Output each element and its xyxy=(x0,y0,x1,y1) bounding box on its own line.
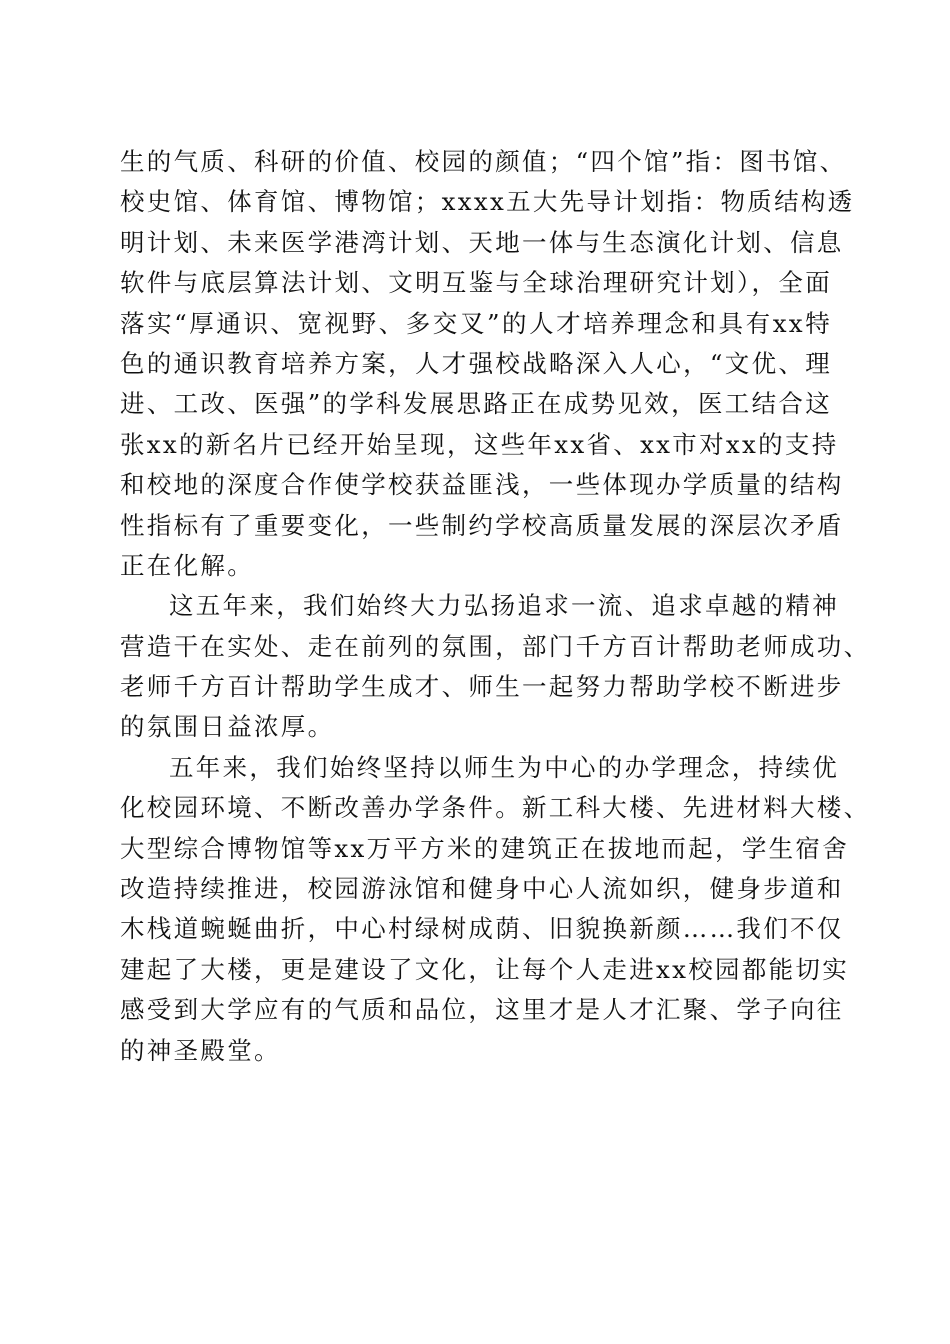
text-line: 正在化解。 xyxy=(120,550,254,580)
document-body xyxy=(120,142,871,1071)
paragraph-3 xyxy=(120,748,871,1071)
text-line: 软件与底层算法计划、文明互鉴与全球治理研究计划），全面 xyxy=(120,268,832,298)
text-line: 张xx的新名片已经开始呈现，这些年xx省、xx市对xx的支持 xyxy=(120,429,839,459)
text-line: 营造干在实处、走在前列的氛围，部门千方百计帮助老师成功、 xyxy=(120,631,871,661)
text-line: 改造持续推进，校园游泳馆和健身中心人流如织，健身步道和 xyxy=(120,874,844,904)
text-line: 感受到大学应有的气质和品位，这里才是人才汇聚、学子向往 xyxy=(120,995,844,1025)
text-line: 这五年来，我们始终大力弘扬追求一流、追求卓越的精神 xyxy=(169,591,839,621)
paragraph-2 xyxy=(120,586,871,748)
text-line: 进、工改、医强”的学科发展思路正在成势见效，医工结合这 xyxy=(120,389,832,419)
text-line: 大型综合博物馆等xx万平方米的建筑正在拔地而起，学生宿舍 xyxy=(120,833,850,863)
text-line: 的神圣殿堂。 xyxy=(120,1035,281,1065)
text-line: 老师千方百计帮助学生成才、师生一起努力帮助学校不断进步 xyxy=(120,672,844,702)
text-line: 五年来，我们始终坚持以师生为中心的办学理念，持续优 xyxy=(169,752,839,782)
text-line: 色的通识教育培养方案，人才强校战略深入人心，“文优、理 xyxy=(120,348,832,378)
text-line: 和校地的深度合作使学校获益匪浅，一些体现办学质量的结构 xyxy=(120,470,844,500)
text-line: 化校园环境、不断改善办学条件。新工科大楼、先进材料大楼、 xyxy=(120,793,871,823)
text-line: 性指标有了重要变化，一些制约学校高质量发展的深层次矛盾 xyxy=(120,510,844,540)
paragraph-1 xyxy=(120,142,855,586)
text-line: 落实“厚通识、宽视野、多交叉”的人才培养理念和具有xx特 xyxy=(120,308,832,338)
text-line: 木栈道蜿蜒曲折，中心村绿树成荫、旧貌换新颜……我们不仅 xyxy=(120,914,844,944)
text-line: 校史馆、体育馆、博物馆；xxxx五大先导计划指：物质结构透 xyxy=(120,187,855,217)
text-line: 生的气质、科研的价值、校园的颜值；“四个馆”指：图书馆、 xyxy=(120,147,847,176)
text-line: 的氛围日益浓厚。 xyxy=(120,712,335,742)
text-line: 建起了大楼，更是建设了文化，让每个人走进xx校园都能切实 xyxy=(120,954,850,984)
text-line: 明计划、未来医学港湾计划、天地一体与生态演化计划、信息 xyxy=(120,227,844,257)
